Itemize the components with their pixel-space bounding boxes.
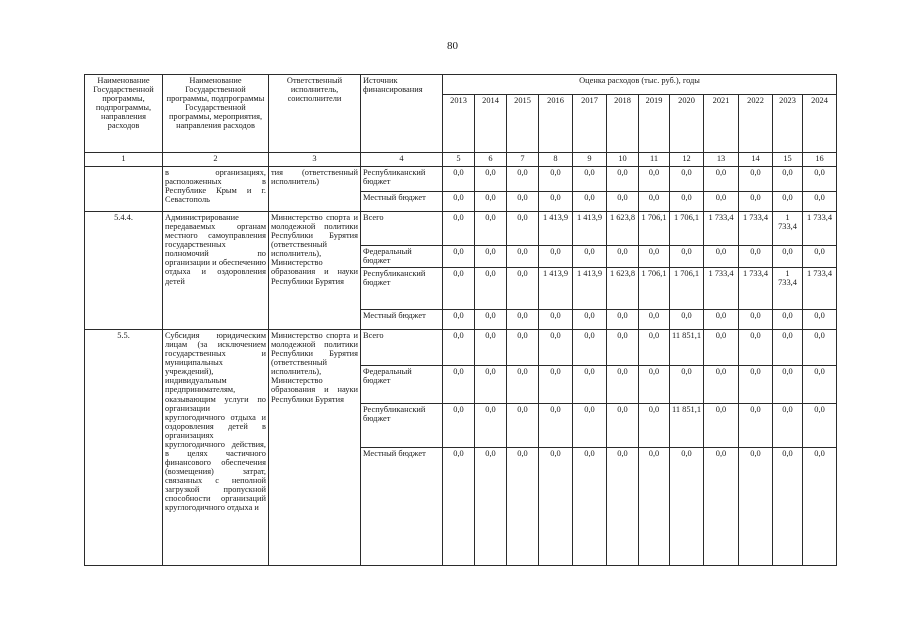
funding-source: Федеральный бюджет [361, 246, 443, 268]
value-cell: 0,0 [803, 310, 837, 330]
budget-table [84, 74, 837, 566]
value-cell: 0,0 [670, 192, 704, 212]
value-cell: 0,0 [475, 268, 507, 310]
value-cell: 0,0 [639, 330, 670, 366]
value-cell: 0,0 [443, 310, 475, 330]
value-cell: 0,0 [607, 330, 639, 366]
value-cell: 0,0 [607, 192, 639, 212]
value-cell: 0,0 [475, 192, 507, 212]
value-cell: 0,0 [443, 268, 475, 310]
value-cell: 0,0 [573, 167, 607, 192]
value-cell: 0,0 [739, 448, 773, 566]
value-cell: 1 706,1 [639, 212, 670, 246]
table-row [85, 212, 837, 246]
value-cell: 1 733,4 [739, 212, 773, 246]
value-cell: 0,0 [539, 366, 573, 404]
value-cell: 0,0 [739, 246, 773, 268]
column-number: 5 [443, 153, 475, 167]
value-cell: 0,0 [507, 448, 539, 566]
column-number: 1 [85, 153, 163, 167]
year-header: 2016 [539, 95, 573, 153]
value-cell: 0,0 [475, 212, 507, 246]
funding-source: Местный бюджет [361, 448, 443, 566]
value-cell: 0,0 [607, 404, 639, 448]
year-header: 2019 [639, 95, 670, 153]
column-number: 2 [163, 153, 269, 167]
value-cell: 0,0 [773, 310, 803, 330]
value-cell: 0,0 [475, 404, 507, 448]
row-name: Субсидия юридическим лицам (за исключением государственных и муниципальных учреждений), индивидуальным предпринимателям, оказывающим услуги по организации круглогодичного отдыха и оздоровления детей в организациях круглогодичного действия, в целях частичного финансового обеспечения (возмещения) затрат, связанных с неполной загрузкой пропускной способности организаций круглогодичного отдыха и [163, 330, 269, 566]
value-cell: 0,0 [803, 404, 837, 448]
year-header: 2014 [475, 95, 507, 153]
value-cell: 1 733,4 [773, 268, 803, 310]
value-cell: 1 733,4 [739, 268, 773, 310]
value-cell: 0,0 [507, 366, 539, 404]
value-cell: 0,0 [443, 167, 475, 192]
year-header: 2024 [803, 95, 837, 153]
value-cell: 0,0 [739, 167, 773, 192]
funding-source: Республиканский бюджет [361, 268, 443, 310]
header-col2: Наименование Государственной программы, подпрограммы Государственной программы, мероприятия, направления расходов [163, 75, 269, 153]
value-cell: 0,0 [704, 404, 739, 448]
row-name: в организациях, расположенных в Республике Крым и г. Севастополь [163, 167, 269, 212]
value-cell: 1 413,9 [573, 212, 607, 246]
value-cell: 0,0 [773, 192, 803, 212]
value-cell: 1 706,1 [670, 268, 704, 310]
value-cell: 0,0 [443, 192, 475, 212]
column-number: 12 [670, 153, 704, 167]
column-number: 15 [773, 153, 803, 167]
value-cell: 0,0 [607, 448, 639, 566]
value-cell: 0,0 [475, 310, 507, 330]
value-cell: 0,0 [443, 330, 475, 366]
value-cell: 1 733,4 [704, 212, 739, 246]
funding-source: Местный бюджет [361, 192, 443, 212]
value-cell: 1 733,4 [803, 212, 837, 246]
column-number: 11 [639, 153, 670, 167]
value-cell: 0,0 [539, 404, 573, 448]
value-cell: 0,0 [607, 167, 639, 192]
header-estimate: Оценка расходов (тыс. руб.), годы [443, 75, 837, 95]
value-cell: 0,0 [803, 366, 837, 404]
value-cell: 0,0 [704, 246, 739, 268]
value-cell: 0,0 [475, 366, 507, 404]
value-cell: 0,0 [573, 310, 607, 330]
value-cell: 0,0 [607, 366, 639, 404]
header-col3: Ответственный исполнитель, соисполнители [269, 75, 361, 153]
column-number: 7 [507, 153, 539, 167]
value-cell: 0,0 [507, 310, 539, 330]
value-cell: 0,0 [670, 167, 704, 192]
column-number: 14 [739, 153, 773, 167]
funding-source: Республиканский бюджет [361, 167, 443, 192]
value-cell: 0,0 [539, 330, 573, 366]
value-cell: 0,0 [475, 246, 507, 268]
value-cell: 0,0 [443, 404, 475, 448]
value-cell: 0,0 [639, 167, 670, 192]
column-number: 4 [361, 153, 443, 167]
funding-source: Республиканский бюджет [361, 404, 443, 448]
value-cell: 0,0 [803, 167, 837, 192]
value-cell: 0,0 [739, 192, 773, 212]
value-cell: 0,0 [573, 246, 607, 268]
row-name: Администрирование передаваемых органам местного самоуправления государственных полномочий по организации и обеспечению отдыха и оздоровления детей [163, 212, 269, 330]
year-header: 2021 [704, 95, 739, 153]
value-cell: 0,0 [475, 167, 507, 192]
value-cell: 0,0 [507, 330, 539, 366]
value-cell: 0,0 [607, 246, 639, 268]
value-cell: 0,0 [539, 167, 573, 192]
value-cell: 0,0 [507, 212, 539, 246]
value-cell: 0,0 [607, 310, 639, 330]
year-header: 2015 [507, 95, 539, 153]
funding-source: Федеральный бюджет [361, 366, 443, 404]
value-cell: 0,0 [507, 268, 539, 310]
value-cell: 0,0 [739, 366, 773, 404]
value-cell: 0,0 [773, 330, 803, 366]
header-col1: Наименование Государственной программы, подпрограммы, направления расходов [85, 75, 163, 153]
table-row [85, 167, 837, 192]
value-cell: 0,0 [704, 448, 739, 566]
value-cell: 0,0 [773, 448, 803, 566]
header-col4: Источник финансирования [361, 75, 443, 153]
funding-source: Местный бюджет [361, 310, 443, 330]
value-cell: 0,0 [773, 167, 803, 192]
value-cell: 0,0 [670, 448, 704, 566]
value-cell: 0,0 [475, 448, 507, 566]
value-cell: 1 706,1 [670, 212, 704, 246]
value-cell: 0,0 [573, 330, 607, 366]
value-cell: 1 413,9 [539, 212, 573, 246]
value-cell: 0,0 [573, 366, 607, 404]
row-code [85, 167, 163, 212]
value-cell: 0,0 [670, 246, 704, 268]
row-executor: Министерство спорта и молодежной политики Республики Бурятия (ответственный исполнитель), Министерство образования и науки Республики Бурятия [269, 212, 361, 330]
value-cell: 0,0 [803, 448, 837, 566]
value-cell: 0,0 [443, 448, 475, 566]
value-cell: 0,0 [704, 310, 739, 330]
value-cell: 0,0 [803, 192, 837, 212]
value-cell: 0,0 [639, 310, 670, 330]
value-cell: 0,0 [704, 330, 739, 366]
value-cell: 0,0 [639, 448, 670, 566]
value-cell: 0,0 [507, 404, 539, 448]
column-number: 10 [607, 153, 639, 167]
table-row [85, 330, 837, 366]
value-cell: 0,0 [507, 246, 539, 268]
value-cell: 0,0 [704, 366, 739, 404]
value-cell: 0,0 [639, 192, 670, 212]
value-cell: 0,0 [507, 192, 539, 212]
year-header: 2017 [573, 95, 607, 153]
year-header: 2020 [670, 95, 704, 153]
value-cell: 0,0 [639, 404, 670, 448]
value-cell: 0,0 [639, 246, 670, 268]
value-cell: 0,0 [539, 192, 573, 212]
value-cell: 1 733,4 [773, 212, 803, 246]
value-cell: 1 623,8 [607, 212, 639, 246]
year-header: 2018 [607, 95, 639, 153]
year-header: 2013 [443, 95, 475, 153]
value-cell: 0,0 [704, 192, 739, 212]
value-cell: 0,0 [539, 246, 573, 268]
value-cell: 0,0 [443, 212, 475, 246]
value-cell: 1 413,9 [573, 268, 607, 310]
value-cell: 0,0 [539, 310, 573, 330]
value-cell: 0,0 [773, 404, 803, 448]
value-cell: 0,0 [739, 404, 773, 448]
column-number: 9 [573, 153, 607, 167]
value-cell: 0,0 [704, 167, 739, 192]
value-cell: 0,0 [475, 330, 507, 366]
page-number: 80 [447, 40, 458, 52]
column-number: 8 [539, 153, 573, 167]
value-cell: 11 851,1 [670, 404, 704, 448]
row-executor: Министерство спорта и молодежной политики Республики Бурятия (ответственный исполнитель), Министерство образования и науки Республики Бурятия [269, 330, 361, 566]
value-cell: 0,0 [539, 448, 573, 566]
value-cell: 0,0 [803, 330, 837, 366]
value-cell: 0,0 [670, 310, 704, 330]
row-code: 5.5. [85, 330, 163, 566]
value-cell: 0,0 [773, 246, 803, 268]
column-number: 13 [704, 153, 739, 167]
funding-source: Всего [361, 212, 443, 246]
value-cell: 0,0 [573, 192, 607, 212]
funding-source: Всего [361, 330, 443, 366]
value-cell: 0,0 [739, 310, 773, 330]
value-cell: 0,0 [739, 330, 773, 366]
value-cell: 1 733,4 [704, 268, 739, 310]
value-cell: 1 413,9 [539, 268, 573, 310]
row-executor: тия (ответственный исполнитель) [269, 167, 361, 212]
row-code: 5.4.4. [85, 212, 163, 330]
column-number: 6 [475, 153, 507, 167]
column-number: 3 [269, 153, 361, 167]
value-cell: 1 706,1 [639, 268, 670, 310]
value-cell: 0,0 [773, 366, 803, 404]
value-cell: 0,0 [670, 366, 704, 404]
value-cell: 0,0 [443, 366, 475, 404]
value-cell: 0,0 [803, 246, 837, 268]
value-cell: 1 733,4 [803, 268, 837, 310]
year-header: 2023 [773, 95, 803, 153]
value-cell: 0,0 [507, 167, 539, 192]
value-cell: 11 851,1 [670, 330, 704, 366]
value-cell: 0,0 [639, 366, 670, 404]
value-cell: 1 623,8 [607, 268, 639, 310]
value-cell: 0,0 [443, 246, 475, 268]
value-cell: 0,0 [573, 404, 607, 448]
column-number: 16 [803, 153, 837, 167]
year-header: 2022 [739, 95, 773, 153]
value-cell: 0,0 [573, 448, 607, 566]
